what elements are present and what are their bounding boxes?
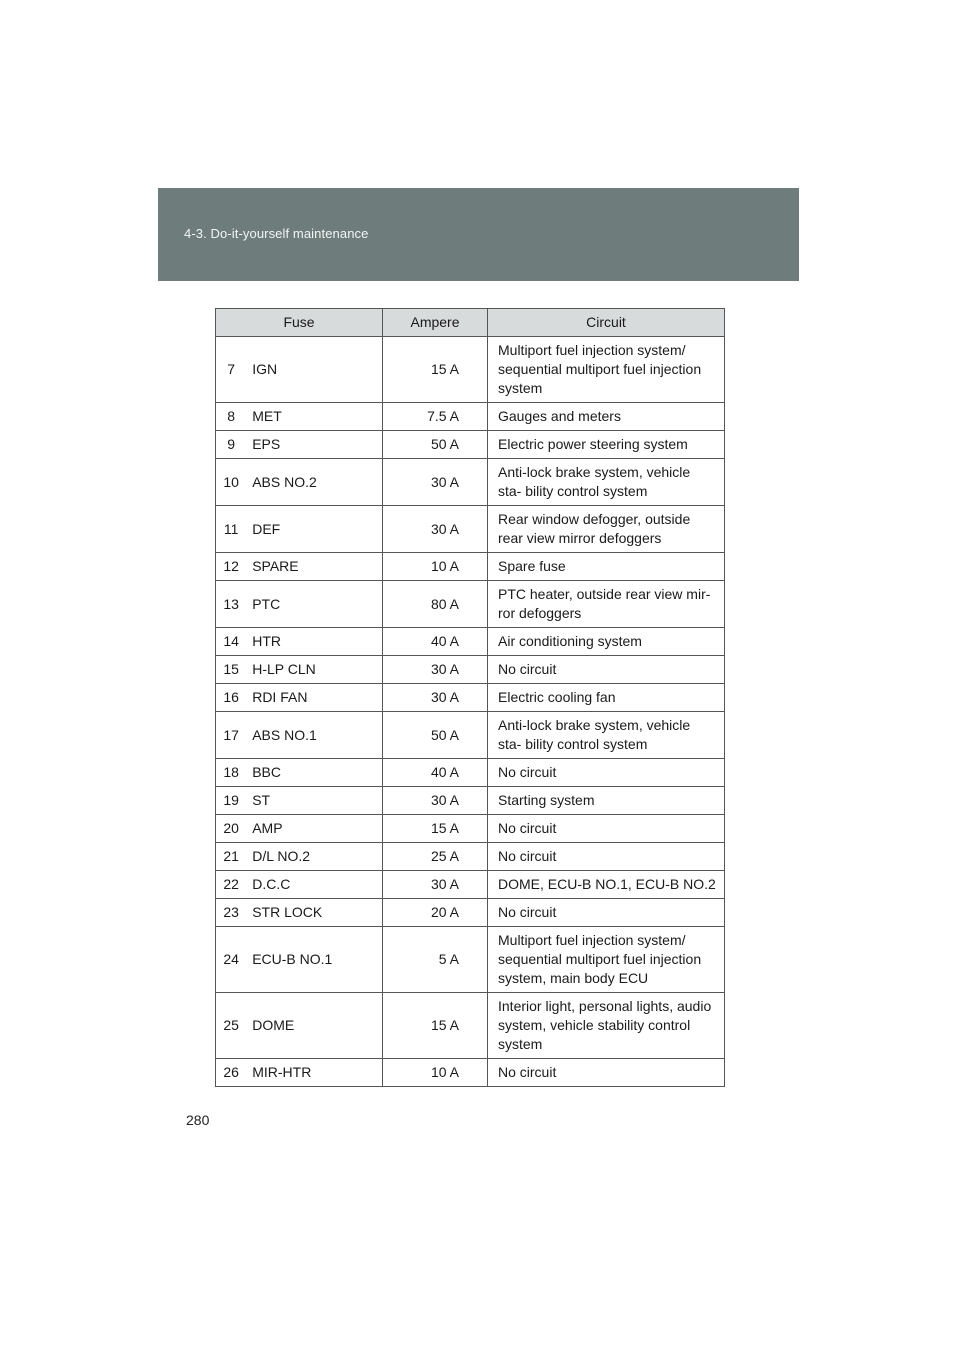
table-row: [216, 993, 725, 1059]
fuse-name-cell: MET: [246, 403, 382, 431]
circuit-cell: Rear window defogger, outside rear view mirror defoggers: [488, 506, 725, 553]
fuse-name-cell: PTC: [246, 581, 382, 628]
circuit-cell: Anti-lock brake system, vehicle sta- bility control system: [488, 712, 725, 759]
table-row: [216, 759, 725, 787]
fuse-number-cell: 10: [216, 459, 247, 506]
fuse-number-cell: 8: [216, 403, 247, 431]
table-row: [216, 337, 725, 403]
ampere-cell: 40 A: [383, 628, 488, 656]
circuit-cell: Interior light, personal lights, audio system, vehicle stability control system: [488, 993, 725, 1059]
fuse-number-cell: 18: [216, 759, 247, 787]
circuit-cell: Electric cooling fan: [488, 684, 725, 712]
fuse-name-cell: H-LP CLN: [246, 656, 382, 684]
fuse-name-cell: IGN: [246, 337, 382, 403]
table-row: [216, 899, 725, 927]
fuse-number-cell: 23: [216, 899, 247, 927]
fuse-number-cell: 7: [216, 337, 247, 403]
ampere-cell: 5 A: [383, 927, 488, 993]
circuit-cell: Electric power steering system: [488, 431, 725, 459]
circuit-cell: Multiport fuel injection system/ sequential multiport fuel injection system, main body ECU: [488, 927, 725, 993]
ampere-cell: 80 A: [383, 581, 488, 628]
fuse-number-cell: 26: [216, 1059, 247, 1087]
fuse-number-cell: 14: [216, 628, 247, 656]
fuse-name-cell: STR LOCK: [246, 899, 382, 927]
ampere-cell: 30 A: [383, 684, 488, 712]
fuse-number-cell: 20: [216, 815, 247, 843]
column-header-circuit: Circuit: [488, 309, 725, 337]
ampere-cell: 10 A: [383, 1059, 488, 1087]
circuit-cell: Anti-lock brake system, vehicle sta- bility control system: [488, 459, 725, 506]
circuit-cell: Multiport fuel injection system/ sequential multiport fuel injection system: [488, 337, 725, 403]
ampere-cell: 50 A: [383, 712, 488, 759]
fuse-table: [215, 308, 725, 1087]
section-title: 4-3. Do-it-yourself maintenance: [184, 226, 369, 241]
table-row: [216, 459, 725, 506]
ampere-cell: 7.5 A: [383, 403, 488, 431]
fuse-name-cell: DOME: [246, 993, 382, 1059]
circuit-cell: Spare fuse: [488, 553, 725, 581]
fuse-name-cell: ST: [246, 787, 382, 815]
table-row: [216, 656, 725, 684]
fuse-name-cell: SPARE: [246, 553, 382, 581]
fuse-number-cell: 11: [216, 506, 247, 553]
ampere-cell: 30 A: [383, 871, 488, 899]
fuse-name-cell: EPS: [246, 431, 382, 459]
fuse-name-cell: ABS NO.1: [246, 712, 382, 759]
fuse-number-cell: 13: [216, 581, 247, 628]
fuse-number-cell: 12: [216, 553, 247, 581]
ampere-cell: 10 A: [383, 553, 488, 581]
fuse-number-cell: 19: [216, 787, 247, 815]
circuit-cell: No circuit: [488, 899, 725, 927]
column-header-fuse: Fuse: [216, 309, 383, 337]
fuse-number-cell: 22: [216, 871, 247, 899]
table-row: [216, 712, 725, 759]
ampere-cell: 15 A: [383, 815, 488, 843]
table-row: [216, 815, 725, 843]
fuse-name-cell: HTR: [246, 628, 382, 656]
table-body: [216, 337, 725, 1087]
circuit-cell: PTC heater, outside rear view mir- ror defoggers: [488, 581, 725, 628]
fuse-name-cell: ECU-B NO.1: [246, 927, 382, 993]
fuse-number-cell: 25: [216, 993, 247, 1059]
circuit-cell: No circuit: [488, 759, 725, 787]
fuse-number-cell: 21: [216, 843, 247, 871]
table-row: [216, 1059, 725, 1087]
table-row: [216, 581, 725, 628]
table-row: [216, 506, 725, 553]
fuse-name-cell: D.C.C: [246, 871, 382, 899]
column-header-ampere: Ampere: [383, 309, 488, 337]
circuit-cell: No circuit: [488, 815, 725, 843]
table-row: [216, 403, 725, 431]
table-header-row: [216, 309, 725, 337]
circuit-cell: No circuit: [488, 1059, 725, 1087]
fuse-name-cell: RDI FAN: [246, 684, 382, 712]
table-row: [216, 628, 725, 656]
circuit-cell: Air conditioning system: [488, 628, 725, 656]
fuse-number-cell: 17: [216, 712, 247, 759]
circuit-cell: Starting system: [488, 787, 725, 815]
circuit-cell: Gauges and meters: [488, 403, 725, 431]
table-row: [216, 871, 725, 899]
circuit-cell: No circuit: [488, 843, 725, 871]
fuse-number-cell: 15: [216, 656, 247, 684]
table-row: [216, 684, 725, 712]
fuse-name-cell: BBC: [246, 759, 382, 787]
ampere-cell: 20 A: [383, 899, 488, 927]
circuit-cell: No circuit: [488, 656, 725, 684]
ampere-cell: 25 A: [383, 843, 488, 871]
table-row: [216, 553, 725, 581]
ampere-cell: 40 A: [383, 759, 488, 787]
ampere-cell: 30 A: [383, 787, 488, 815]
fuse-name-cell: ABS NO.2: [246, 459, 382, 506]
ampere-cell: 15 A: [383, 337, 488, 403]
fuse-name-cell: AMP: [246, 815, 382, 843]
section-header-band: [158, 188, 799, 281]
ampere-cell: 30 A: [383, 459, 488, 506]
fuse-name-cell: DEF: [246, 506, 382, 553]
ampere-cell: 50 A: [383, 431, 488, 459]
table-row: [216, 927, 725, 993]
table-row: [216, 843, 725, 871]
ampere-cell: 30 A: [383, 506, 488, 553]
circuit-cell: DOME, ECU-B NO.1, ECU-B NO.2: [488, 871, 725, 899]
ampere-cell: 15 A: [383, 993, 488, 1059]
fuse-number-cell: 24: [216, 927, 247, 993]
ampere-cell: 30 A: [383, 656, 488, 684]
table-row: [216, 787, 725, 815]
table-row: [216, 431, 725, 459]
fuse-name-cell: D/L NO.2: [246, 843, 382, 871]
fuse-name-cell: MIR-HTR: [246, 1059, 382, 1087]
fuse-number-cell: 16: [216, 684, 247, 712]
page-number: 280: [186, 1112, 210, 1128]
fuse-number-cell: 9: [216, 431, 247, 459]
